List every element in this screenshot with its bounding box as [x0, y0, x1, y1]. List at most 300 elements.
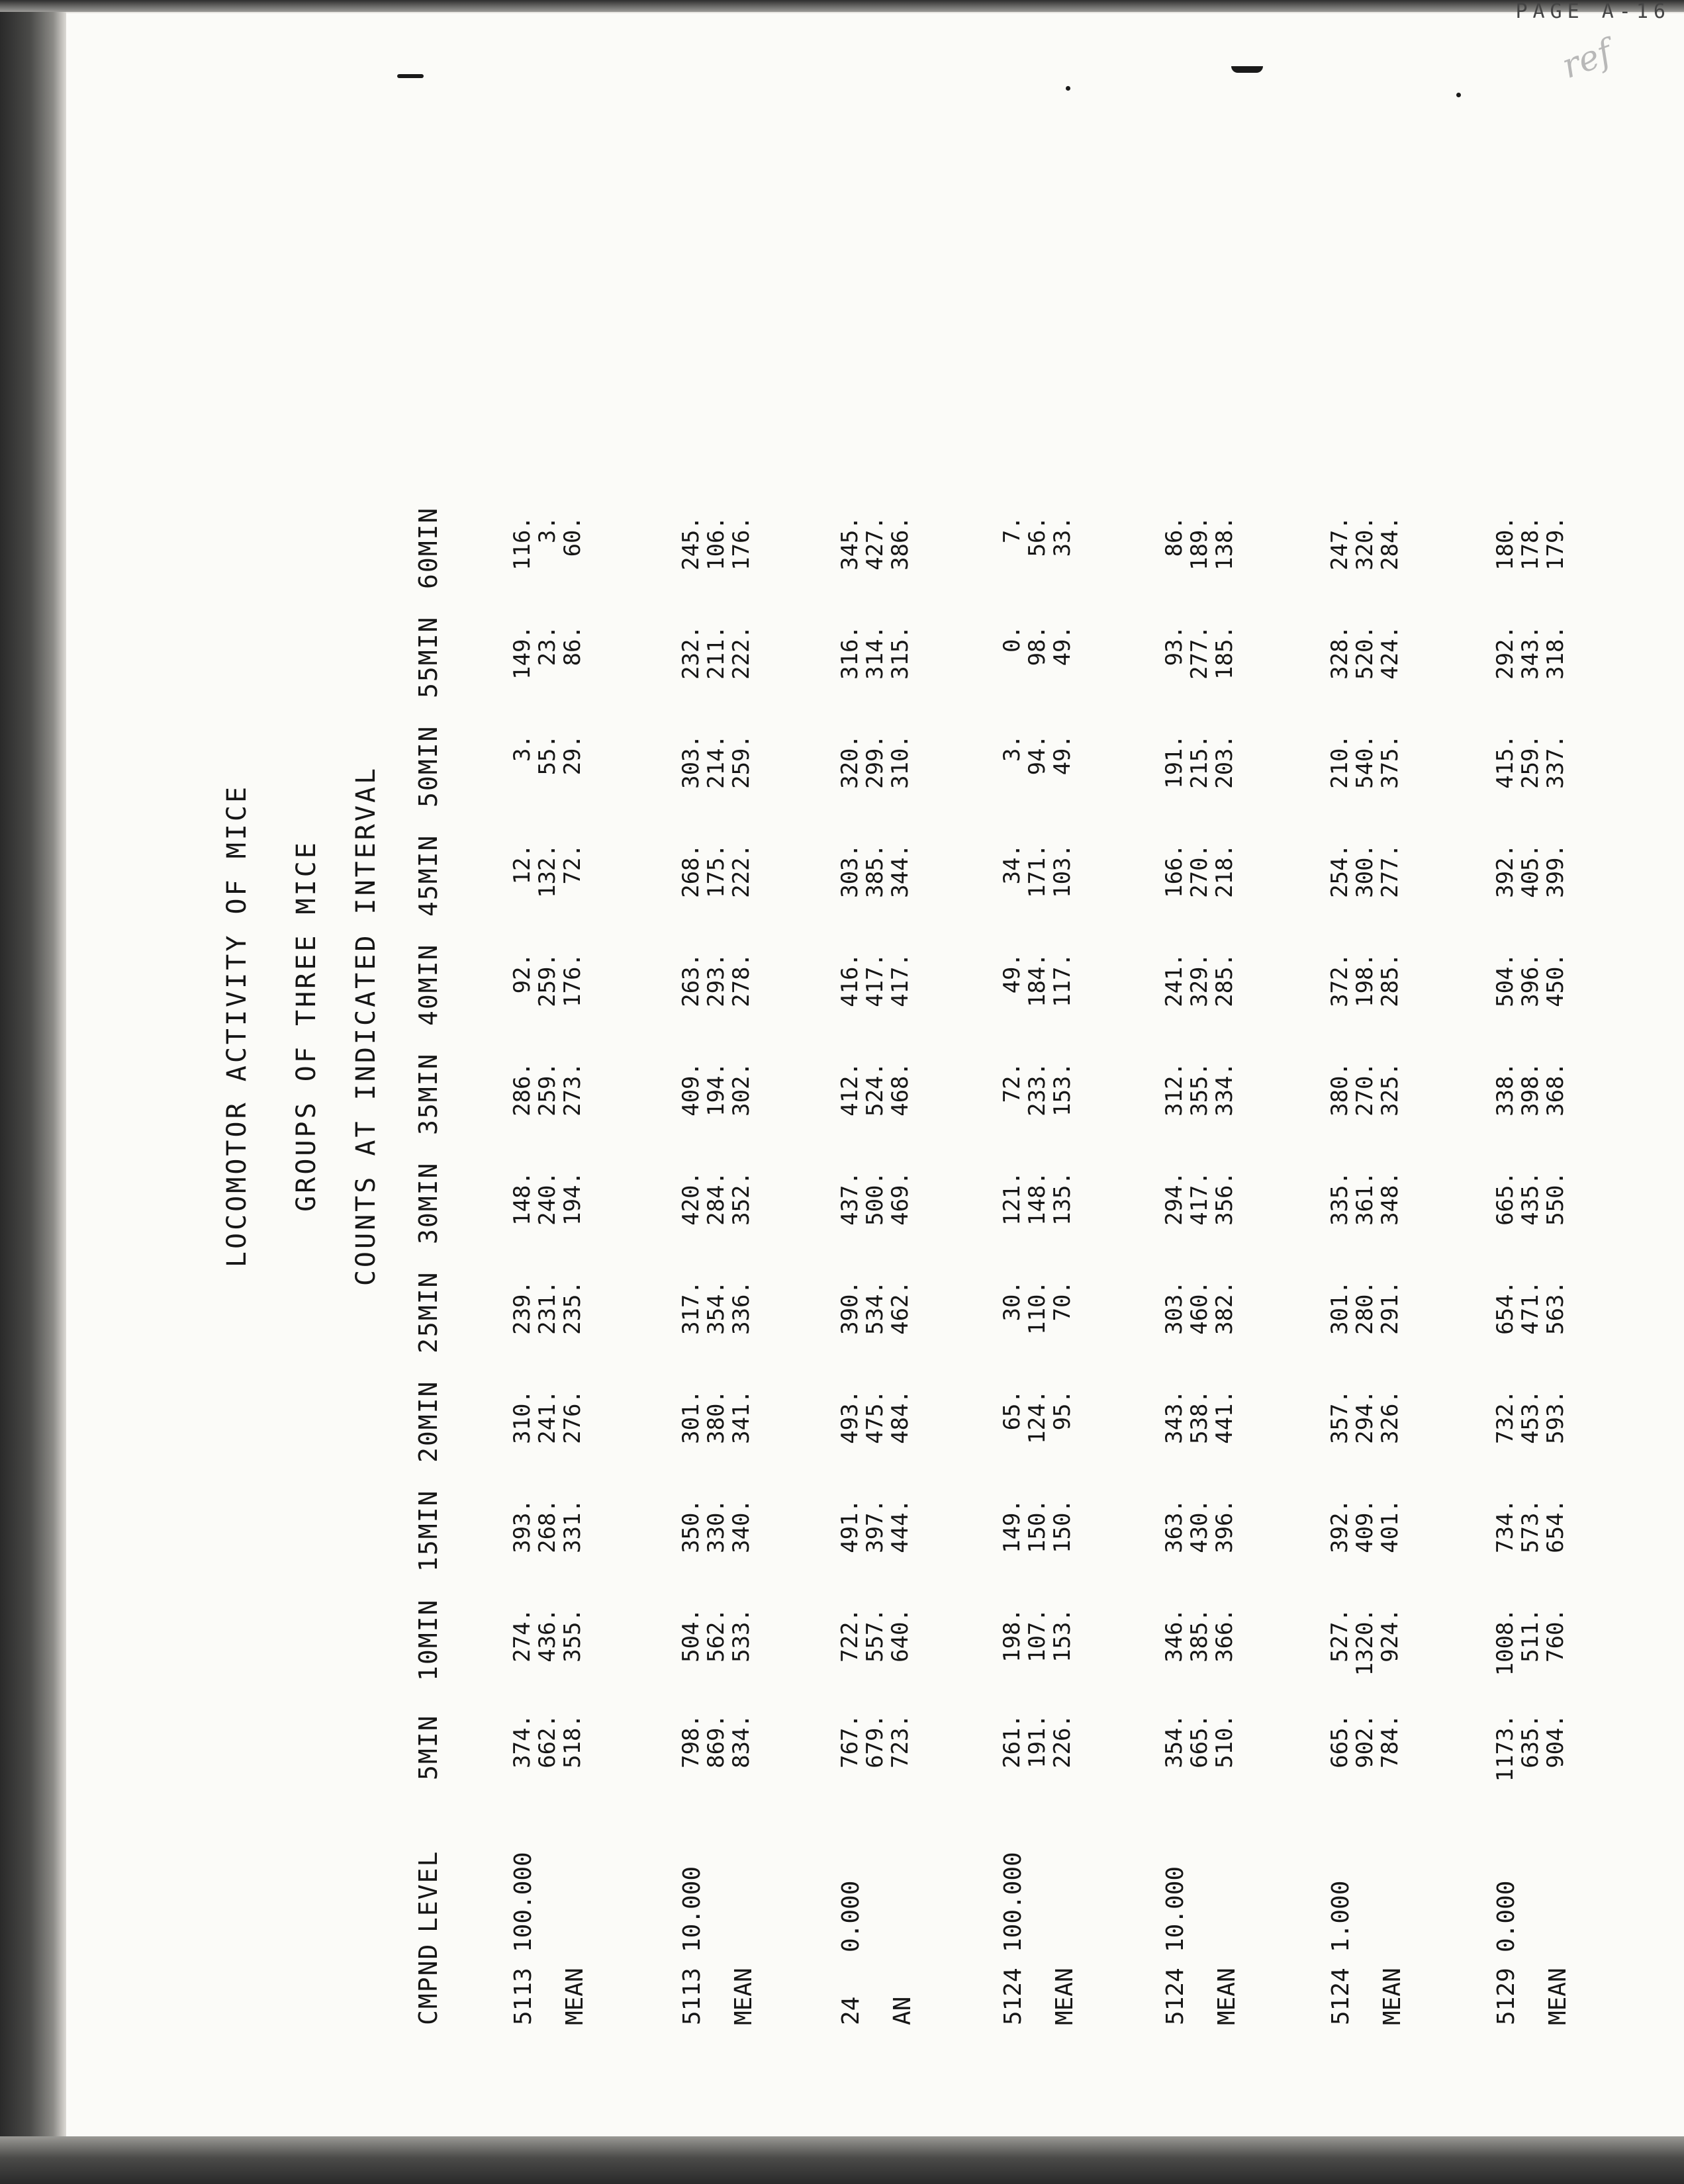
mouse-value: 211. — [703, 625, 729, 680]
mouse-value: 392. — [1327, 1499, 1353, 1553]
mean-value: 285. — [1211, 953, 1238, 1007]
value-column-cell — [1162, 1171, 1237, 1257]
mouse-value: 354. — [1161, 1714, 1188, 1768]
mean-value: 344. — [887, 844, 913, 898]
mouse-value: 301. — [678, 1390, 704, 1444]
mouse-value: 417. — [1186, 1171, 1213, 1226]
mouse-value: 504. — [678, 1608, 704, 1662]
mouse-value: 106. — [703, 516, 729, 570]
mouse-value: 274. — [509, 1608, 536, 1662]
mean-value: 424. — [1377, 625, 1403, 680]
mean-value: 203. — [1211, 735, 1238, 789]
mean-value: 33. — [1049, 516, 1076, 557]
mean-value: 375. — [1377, 735, 1403, 789]
value-column-cell — [1000, 953, 1075, 1039]
value-column-cell — [510, 1062, 585, 1148]
level-cell: 100.000 — [510, 1852, 537, 1952]
mean-value: 563. — [1542, 1281, 1569, 1335]
mouse-value: 380. — [703, 1390, 729, 1444]
mouse-value: 149. — [999, 1499, 1025, 1553]
mouse-value: 343. — [1161, 1390, 1188, 1444]
mean-label: MEAN — [561, 1968, 588, 2025]
mean-value: 318. — [1542, 625, 1569, 680]
mouse-value: 679. — [862, 1714, 888, 1768]
mouse-value: 635. — [1517, 1714, 1544, 1768]
mean-value: 153. — [1049, 1608, 1076, 1662]
mouse-value: 412. — [837, 1062, 863, 1116]
value-column-cell — [1327, 844, 1403, 930]
page-number: PAGE A-16 — [1515, 0, 1671, 23]
cmpnd-cell: 5124 — [1000, 1968, 1027, 2025]
value-column-cell — [510, 844, 585, 930]
mouse-value: 415. — [1492, 735, 1519, 789]
mouse-value: 1320. — [1352, 1608, 1378, 1676]
value-column-cell — [678, 844, 754, 930]
mouse-value: 241. — [534, 1390, 561, 1444]
mouse-value: 303. — [1161, 1281, 1188, 1335]
mouse-value: 511. — [1517, 1608, 1544, 1662]
mean-value: 355. — [559, 1608, 586, 1662]
handwritten-note: ref — [1556, 32, 1617, 87]
value-column-cell — [1000, 735, 1075, 821]
mouse-value: 437. — [837, 1171, 863, 1226]
mouse-value: 149. — [509, 625, 536, 680]
cmpnd-cell: 24 — [837, 1996, 865, 2025]
mouse-value: 734. — [1492, 1499, 1519, 1553]
mouse-value: 263. — [678, 953, 704, 1007]
mean-value: 441. — [1211, 1390, 1238, 1444]
value-column-cell — [510, 735, 585, 821]
table-row-group — [510, 238, 589, 2025]
mouse-value: 110. — [1024, 1281, 1051, 1335]
mean-value: 533. — [728, 1608, 755, 1662]
value-column-cell — [510, 516, 585, 602]
mouse-value: 460. — [1186, 1281, 1213, 1335]
mouse-value: 314. — [862, 625, 888, 680]
cmpnd-cell: 5124 — [1327, 1968, 1354, 2025]
value-column-cell — [678, 1714, 754, 1800]
mouse-value: 3. — [999, 735, 1025, 762]
mouse-value: 1008. — [1492, 1608, 1519, 1676]
value-column-cell — [678, 625, 754, 711]
mouse-value: 427. — [862, 516, 888, 570]
value-column-cell — [1162, 844, 1237, 930]
mouse-value: 732. — [1492, 1390, 1519, 1444]
value-column-cell — [510, 1499, 585, 1585]
column-header: 60MIN — [414, 506, 443, 589]
level-cell: 1.000 — [1327, 1880, 1354, 1952]
value-column-cell — [1000, 1171, 1075, 1257]
value-column-cell — [1327, 1390, 1403, 1476]
value-column-cell — [678, 1062, 754, 1148]
mouse-value: 475. — [862, 1390, 888, 1444]
mean-value: 86. — [559, 625, 586, 666]
mouse-value: 390. — [837, 1281, 863, 1335]
mouse-value: 435. — [1517, 1171, 1544, 1226]
mean-value: 235. — [559, 1281, 586, 1335]
mean-value: 352. — [728, 1171, 755, 1226]
mouse-value: 259. — [1517, 735, 1544, 789]
mouse-value: 191. — [1024, 1714, 1051, 1768]
value-column-cell — [1327, 735, 1403, 821]
mean-value: 150. — [1049, 1499, 1076, 1553]
mean-value: 341. — [728, 1390, 755, 1444]
mouse-value: 662. — [534, 1714, 561, 1768]
cmpnd-cell: 5113 — [510, 1968, 537, 2025]
cmpnd-cell: 5129 — [1493, 1968, 1520, 2025]
value-column-cell — [1000, 1281, 1075, 1367]
mean-value: 176. — [728, 516, 755, 570]
mouse-value: 175. — [703, 844, 729, 898]
mean-value: 285. — [1377, 953, 1403, 1007]
value-column-cell — [1000, 1390, 1075, 1476]
mouse-value: 1173. — [1492, 1714, 1519, 1782]
mouse-value: 98. — [1024, 625, 1051, 666]
mouse-value: 303. — [678, 735, 704, 789]
column-header: 35MIN — [414, 1052, 443, 1135]
mouse-value: 396. — [1517, 953, 1544, 1007]
mouse-value: 355. — [1186, 1062, 1213, 1116]
mean-value: 784. — [1377, 1714, 1403, 1768]
column-header: 30MIN — [414, 1161, 443, 1244]
mouse-value: 245. — [678, 516, 704, 570]
mouse-value: 166. — [1161, 844, 1188, 898]
mean-value: 176. — [559, 953, 586, 1007]
mean-value: 368. — [1542, 1062, 1569, 1116]
mean-label: MEAN — [1051, 1968, 1078, 2025]
value-column-cell — [1162, 625, 1237, 711]
mouse-value: 385. — [862, 844, 888, 898]
value-column-cell — [1327, 1608, 1403, 1694]
mean-value: 278. — [728, 953, 755, 1007]
mouse-value: 397. — [862, 1499, 888, 1553]
mouse-value: 233. — [1024, 1062, 1051, 1116]
mouse-value: 328. — [1327, 625, 1353, 680]
value-column-cell — [678, 1281, 754, 1367]
mouse-value: 300. — [1352, 844, 1378, 898]
mouse-value: 902. — [1352, 1714, 1378, 1768]
mouse-value: 357. — [1327, 1390, 1353, 1444]
column-header: LEVEL — [414, 1850, 443, 1933]
mean-value: 484. — [887, 1390, 913, 1444]
value-column-cell — [1162, 953, 1237, 1039]
mean-value: 135. — [1049, 1171, 1076, 1226]
mean-value: 550. — [1542, 1171, 1569, 1226]
value-column-cell — [1162, 1062, 1237, 1148]
mean-value: 462. — [887, 1281, 913, 1335]
value-column-cell — [1000, 844, 1075, 930]
mean-value: 49. — [1049, 735, 1076, 776]
mean-value: 904. — [1542, 1714, 1569, 1768]
mean-value: 396. — [1211, 1499, 1238, 1553]
mouse-value: 343. — [1517, 625, 1544, 680]
mouse-value: 338. — [1492, 1062, 1519, 1116]
mouse-value: 268. — [678, 844, 704, 898]
value-column-cell — [837, 1062, 913, 1148]
mouse-value: 767. — [837, 1714, 863, 1768]
value-column-cell — [1162, 1608, 1237, 1694]
mouse-value: 500. — [862, 1171, 888, 1226]
mean-value: 222. — [728, 844, 755, 898]
mean-value: 337. — [1542, 735, 1569, 789]
mean-value: 386. — [887, 516, 913, 570]
level-cell: 10.000 — [678, 1866, 706, 1952]
mouse-value: 354. — [703, 1281, 729, 1335]
mouse-value: 557. — [862, 1608, 888, 1662]
mouse-value: 189. — [1186, 516, 1213, 570]
mean-value: 153. — [1049, 1062, 1076, 1116]
mouse-value: 361. — [1352, 1171, 1378, 1226]
value-column-cell — [678, 735, 754, 821]
mouse-value: 116. — [509, 516, 536, 570]
mouse-value: 294. — [1352, 1390, 1378, 1444]
mouse-value: 346. — [1161, 1608, 1188, 1662]
mouse-value: 191. — [1161, 735, 1188, 789]
mouse-value: 527. — [1327, 1608, 1353, 1662]
mouse-value: 121. — [999, 1171, 1025, 1226]
mean-value: 273. — [559, 1062, 586, 1116]
mouse-value: 453. — [1517, 1390, 1544, 1444]
mean-value: 510. — [1211, 1714, 1238, 1768]
table-row-group — [1000, 238, 1079, 2025]
mouse-value: 317. — [678, 1281, 704, 1335]
mouse-value: 239. — [509, 1281, 536, 1335]
value-column-cell — [837, 1171, 913, 1257]
mouse-value: 55. — [534, 735, 561, 776]
mouse-value: 538. — [1186, 1390, 1213, 1444]
mouse-value: 132. — [534, 844, 561, 898]
value-column-cell — [837, 1499, 913, 1585]
mouse-value: 12. — [509, 844, 536, 885]
value-column-cell — [678, 1390, 754, 1476]
value-column-cell — [1327, 1499, 1403, 1585]
value-column-cell — [837, 1608, 913, 1694]
mouse-value: 665. — [1327, 1714, 1353, 1768]
mouse-value: 30. — [999, 1281, 1025, 1322]
column-header: 15MIN — [414, 1489, 443, 1572]
value-column-cell — [1493, 516, 1568, 602]
value-column-cell — [1000, 516, 1075, 602]
mouse-value: 312. — [1161, 1062, 1188, 1116]
mouse-value: 409. — [678, 1062, 704, 1116]
mean-value: 469. — [887, 1171, 913, 1226]
mouse-value: 7. — [999, 516, 1025, 543]
mouse-value: 310. — [509, 1390, 536, 1444]
table-row-group — [1162, 238, 1241, 2025]
mouse-value: 540. — [1352, 735, 1378, 789]
mouse-value: 247. — [1327, 516, 1353, 570]
mean-label: MEAN — [1544, 1968, 1571, 2025]
column-header: 50MIN — [414, 725, 443, 807]
value-column-cell — [1162, 1281, 1237, 1367]
mean-label: MEAN — [730, 1968, 757, 2025]
mouse-value: 722. — [837, 1608, 863, 1662]
mouse-value: 270. — [1186, 844, 1213, 898]
mouse-value: 86. — [1161, 516, 1188, 557]
mean-value: 95. — [1049, 1390, 1076, 1431]
mean-value: 218. — [1211, 844, 1238, 898]
value-column-cell — [510, 625, 585, 711]
level-cell: 0.000 — [1493, 1880, 1520, 1952]
mouse-value: 259. — [534, 953, 561, 1007]
mean-value: 72. — [559, 844, 586, 885]
mouse-value: 392. — [1492, 844, 1519, 898]
mean-value: 382. — [1211, 1281, 1238, 1335]
value-column-cell — [837, 1714, 913, 1800]
value-column-cell — [1493, 1171, 1568, 1257]
mean-label: MEAN — [1213, 1968, 1240, 2025]
mean-value: 291. — [1377, 1281, 1403, 1335]
mouse-value: 493. — [837, 1390, 863, 1444]
mouse-value: 417. — [862, 953, 888, 1007]
value-column-cell — [1493, 625, 1568, 711]
value-column-cell — [510, 1714, 585, 1800]
value-column-cell — [1493, 1062, 1568, 1148]
value-column-cell — [1327, 1062, 1403, 1148]
mouse-value: 504. — [1492, 953, 1519, 1007]
mouse-value: 148. — [1024, 1171, 1051, 1226]
column-header: 55MIN — [414, 615, 443, 698]
mean-value: 417. — [887, 953, 913, 1007]
mouse-value: 292. — [1492, 625, 1519, 680]
column-header: 10MIN — [414, 1598, 443, 1681]
mean-value: 366. — [1211, 1608, 1238, 1662]
mean-value: 518. — [559, 1714, 586, 1768]
mean-value: 70. — [1049, 1281, 1076, 1322]
column-header: 40MIN — [414, 943, 443, 1026]
table-row-group — [837, 238, 917, 2025]
mouse-value: 254. — [1327, 844, 1353, 898]
mouse-value: 270. — [1352, 1062, 1378, 1116]
mouse-value: 3. — [509, 735, 536, 762]
value-column-cell — [1000, 1608, 1075, 1694]
mouse-value: 184. — [1024, 953, 1051, 1007]
level-cell: 10.000 — [1162, 1866, 1189, 1952]
mouse-value: 194. — [703, 1062, 729, 1116]
mouse-value: 277. — [1186, 625, 1213, 680]
mouse-value: 210. — [1327, 735, 1353, 789]
mouse-value: 93. — [1161, 625, 1188, 666]
mean-value: 334. — [1211, 1062, 1238, 1116]
mouse-value: 372. — [1327, 953, 1353, 1007]
mouse-value: 380. — [1327, 1062, 1353, 1116]
column-header: 20MIN — [414, 1380, 443, 1463]
table-row-group — [678, 238, 758, 2025]
mouse-value: 665. — [1492, 1171, 1519, 1226]
cmpnd-cell: 5124 — [1162, 1968, 1189, 2025]
mouse-value: 259. — [534, 1062, 561, 1116]
mouse-value: 654. — [1492, 1281, 1519, 1335]
mouse-value: 231. — [534, 1281, 561, 1335]
mouse-value: 178. — [1517, 516, 1544, 570]
value-column-cell — [1493, 1714, 1568, 1800]
mouse-value: 294. — [1161, 1171, 1188, 1226]
mouse-value: 180. — [1492, 516, 1519, 570]
report-title: LOCOMOTOR ACTIVITY OF MICE — [222, 784, 252, 1268]
value-column-cell — [1162, 516, 1237, 602]
mouse-value: 409. — [1352, 1499, 1378, 1553]
mean-value: 336. — [728, 1281, 755, 1335]
mean-value: 760. — [1542, 1608, 1569, 1662]
mean-value: 117. — [1049, 953, 1076, 1007]
mean-value: 315. — [887, 625, 913, 680]
mouse-value: 471. — [1517, 1281, 1544, 1335]
value-column-cell — [510, 953, 585, 1039]
table-row-group — [1493, 238, 1572, 2025]
mean-value: 302. — [728, 1062, 755, 1116]
mouse-value: 798. — [678, 1714, 704, 1768]
value-column-cell — [1493, 1499, 1568, 1585]
mouse-value: 534. — [862, 1281, 888, 1335]
mouse-value: 198. — [999, 1608, 1025, 1662]
mouse-value: 316. — [837, 625, 863, 680]
mean-value: 468. — [887, 1062, 913, 1116]
column-header: 5MIN — [414, 1714, 443, 1780]
value-column-cell — [1493, 1390, 1568, 1476]
value-column-cell — [837, 625, 913, 711]
mean-value: 276. — [559, 1390, 586, 1444]
mouse-value: 420. — [678, 1171, 704, 1226]
value-column-cell — [678, 953, 754, 1039]
mouse-value: 124. — [1024, 1390, 1051, 1444]
mouse-value: 363. — [1161, 1499, 1188, 1553]
mouse-value: 562. — [703, 1608, 729, 1662]
mean-value: 593. — [1542, 1390, 1569, 1444]
level-cell: 0.000 — [837, 1880, 865, 1952]
mouse-value: 436. — [534, 1608, 561, 1662]
mouse-value: 374. — [509, 1714, 536, 1768]
value-column-cell — [1493, 1281, 1568, 1367]
mean-value: 222. — [728, 625, 755, 680]
mean-value: 356. — [1211, 1171, 1238, 1226]
value-column-cell — [1162, 1714, 1237, 1800]
mean-value: 450. — [1542, 953, 1569, 1007]
value-column-cell — [510, 1608, 585, 1694]
value-column-cell — [837, 953, 913, 1039]
cmpnd-cell: 5113 — [678, 1968, 706, 2025]
mouse-value: 280. — [1352, 1281, 1378, 1335]
mouse-value: 329. — [1186, 953, 1213, 1007]
value-column-cell — [1162, 1390, 1237, 1476]
column-header: CMPND — [414, 1942, 443, 2025]
mean-value: 723. — [887, 1714, 913, 1768]
mouse-value: 215. — [1186, 735, 1213, 789]
mean-value: 179. — [1542, 516, 1569, 570]
report-subtitle: COUNTS AT INDICATED INTERVAL — [351, 765, 381, 1287]
mouse-value: 430. — [1186, 1499, 1213, 1553]
mouse-value: 107. — [1024, 1608, 1051, 1662]
mouse-value: 198. — [1352, 953, 1378, 1007]
column-header: 45MIN — [414, 834, 443, 917]
value-column-cell — [1493, 735, 1568, 821]
mouse-value: 150. — [1024, 1499, 1051, 1553]
mouse-value: 293. — [703, 953, 729, 1007]
mean-value: 103. — [1049, 844, 1076, 898]
mouse-value: 148. — [509, 1171, 536, 1226]
value-column-cell — [678, 1171, 754, 1257]
value-column-cell — [837, 1390, 913, 1476]
mean-value: 444. — [887, 1499, 913, 1553]
mean-label: AN — [889, 1996, 916, 2025]
value-column-cell — [510, 1171, 585, 1257]
mean-value: 401. — [1377, 1499, 1403, 1553]
mouse-value: 94. — [1024, 735, 1051, 776]
value-column-cell — [1327, 1714, 1403, 1800]
value-column-cell — [1000, 1714, 1075, 1800]
value-column-cell — [1162, 1499, 1237, 1585]
mouse-value: 65. — [999, 1390, 1025, 1431]
mouse-value: 320. — [837, 735, 863, 789]
